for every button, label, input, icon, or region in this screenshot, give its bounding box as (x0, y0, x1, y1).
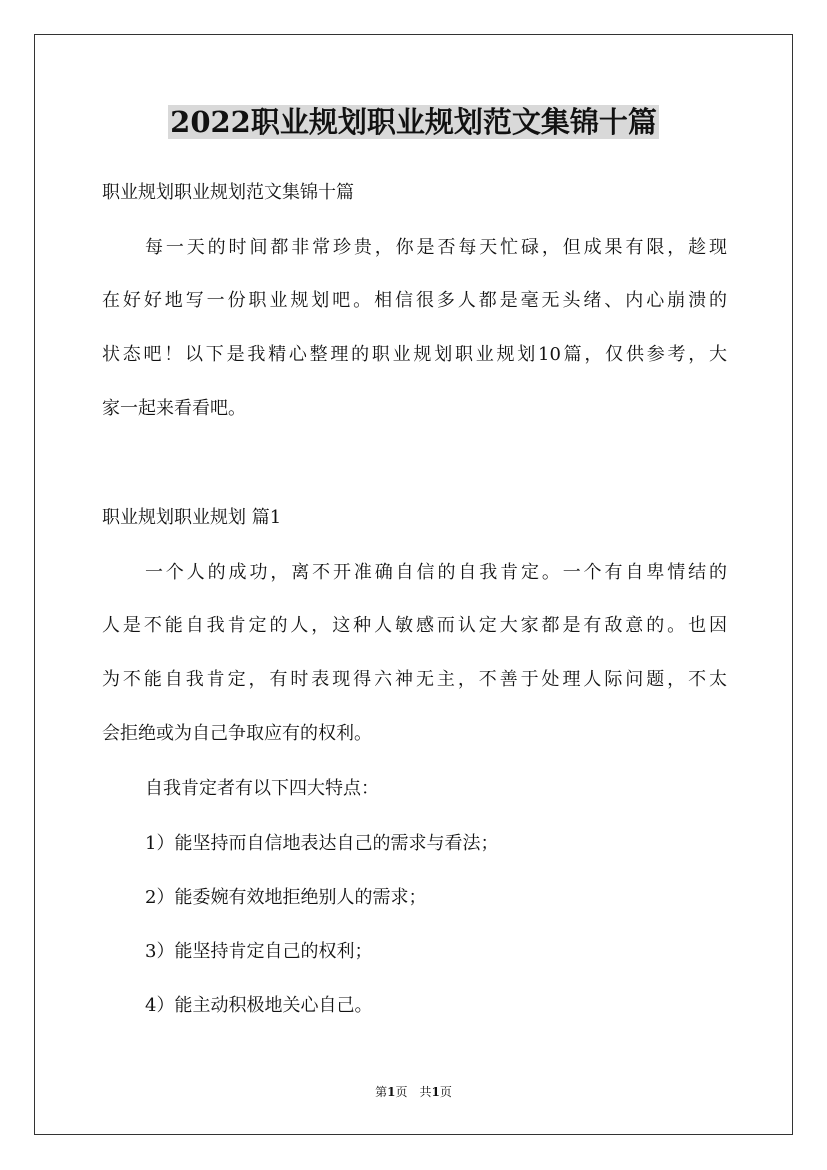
feature-item-3: 3）能坚持肯定自己的权利； (145, 941, 373, 962)
page-footer (0, 1084, 827, 1100)
section-heading: 职业规划职业规划 篇1 (102, 507, 282, 528)
intro-line-4: 家一起来看看吧。 (102, 398, 246, 419)
page-mid: 页 共 (395, 1085, 432, 1099)
intro-line-1: 每一天的时间都非常珍贵，你是否每天忙碌，但成果有限，趁现 (145, 237, 727, 258)
feature-item-4: 4）能主动积极地关心自己。 (145, 995, 373, 1016)
intro-line-3: 状态吧！以下是我精心整理的职业规划职业规划10篇，仅供参考，大 (102, 344, 727, 365)
document-title (0, 100, 827, 144)
document-subtitle: 职业规划职业规划范文集锦十篇 (102, 182, 354, 203)
page-current: 1 (387, 1085, 396, 1099)
document-title-text: 2022职业规划职业规划范文集锦十篇 (170, 105, 657, 139)
page-suffix: 页 (439, 1085, 452, 1099)
section-line-4: 会拒绝或为自己争取应有的权利。 (102, 723, 372, 744)
features-intro: 自我肯定者有以下四大特点： (145, 778, 379, 799)
feature-item-2: 2）能委婉有效地拒绝别人的需求； (145, 887, 427, 908)
intro-line-2: 在好好地写一份职业规划吧。相信很多人都是毫无头绪、内心崩溃的 (102, 290, 727, 311)
feature-item-1: 1）能坚持而自信地表达自己的需求与看法； (145, 833, 499, 854)
page-prefix: 第 (375, 1085, 388, 1099)
page-total: 1 (431, 1085, 440, 1099)
section-line-2: 人是不能自我肯定的人，这种人敏感而认定大家都是有敌意的。也因 (102, 615, 727, 636)
section-line-1: 一个人的成功，离不开准确自信的自我肯定。一个有自卑情结的 (145, 562, 727, 583)
section-line-3: 为不能自我肯定，有时表现得六神无主，不善于处理人际问题，不太 (102, 669, 727, 690)
